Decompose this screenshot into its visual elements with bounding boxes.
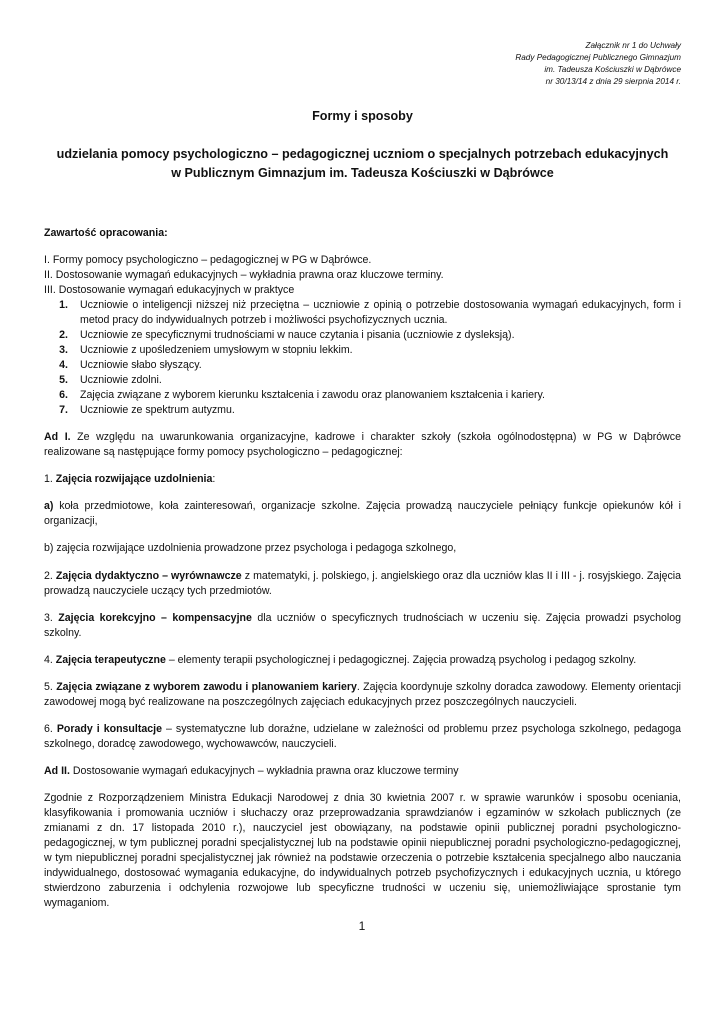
toc-subitem-number: 4. xyxy=(59,359,68,372)
toc-item: I. Formy pomocy psychologiczno – pedagogicznej w PG w Dąbrówce. xyxy=(44,253,372,266)
toc-heading: Zawartość opracowania: xyxy=(44,226,168,239)
form-4-text: – elementy terapii psychologicznej i pedagogicznej. Zajęcia prowadzą psycholog i pedagog szkolny. xyxy=(165,653,637,666)
toc-subitem xyxy=(44,328,681,343)
form-5-name: Zajęcia związane z wyborem zawodu i planowaniem kariery xyxy=(56,680,357,693)
form-5-number: 5. xyxy=(44,680,57,693)
form-5-text: . Zajęcia koordynuje szkolny doradca zawodowy. Elementy orientacji zawodowej mogą być realizowane na poszczególnych zajęciach edukacyjnych przez poszczególnych nauczycieli. xyxy=(44,680,681,708)
form-2-paragraph xyxy=(44,569,681,599)
toc-subitem-number: 6. xyxy=(59,389,68,402)
attachment-note-line: Rady Pedagogicznej Publicznego Gimnazjum xyxy=(515,52,681,62)
toc-subitem xyxy=(44,373,681,388)
form-6-text: – systematyczne lub doraźne, udzielane w zależności od problemu przez psychologa szkolnego, pedagoga szkolnego, doradcę zawodowego, wychowawców, nauczycieli. xyxy=(44,722,682,750)
table-of-contents xyxy=(44,253,681,418)
form-3-name: Zajęcia korekcyjno – kompensacyjne xyxy=(58,611,252,624)
form-1b-paragraph: b) zajęcia rozwijające uzdolnienia prowadzone przez psychologa i pedagoga szkolnego, xyxy=(44,542,457,555)
toc-subitem xyxy=(44,343,681,358)
form-4-name: Zajęcia terapeutyczne xyxy=(55,653,166,666)
form-2-name: Zajęcia dydaktyczno – wyrównawcze xyxy=(55,569,242,582)
toc-subitem-text: Zajęcia związane z wyborem kierunku kształcenia i zawodu oraz planowaniem kształcenia i kariery. xyxy=(80,389,545,402)
section-1-intro xyxy=(44,430,681,460)
document-title: Formy i sposoby xyxy=(312,108,413,123)
toc-subitem-text: Uczniowie ze specyficznymi trudnościami w nauce czytania i pisania (uczniowie z dysleksją). xyxy=(80,329,515,342)
toc-subitem-number: 3. xyxy=(59,344,68,357)
toc-subitem xyxy=(44,298,681,328)
section-1-intro-text: Ze względu na uwarunkowania organizacyjne, kadrowe i charakter szkoły (szkoła ogólnodostępna) w PG w Dąbrówce realizowane są następujące formy pomocy psychologiczno – pedagogicznej: xyxy=(44,431,681,459)
toc-subitem-number: 2. xyxy=(59,329,68,342)
toc-subitem-text: Uczniowie z upośledzeniem umysłowym w stopniu lekkim. xyxy=(80,344,353,357)
attachment-note xyxy=(44,40,681,88)
toc-subitem-text: Uczniowie słabo słyszący. xyxy=(80,359,202,372)
toc-item: III. Dostosowanie wymagań edukacyjnych w praktyce xyxy=(44,284,295,297)
form-2-number: 2. xyxy=(44,569,56,582)
toc-subitem-text: Uczniowie ze spektrum autyzmu. xyxy=(80,404,235,417)
attachment-note-line: Załącznik nr 1 do Uchwały xyxy=(585,41,681,50)
form-4-number: 4. xyxy=(44,653,56,666)
form-1-name: Zajęcia rozwijające uzdolnienia xyxy=(55,473,213,486)
subtitle-line: udzielania pomocy psychologiczno – pedagogicznej uczniom o specjalnych potrzebach edukacyjnych xyxy=(56,147,669,162)
form-4-paragraph xyxy=(44,653,681,668)
form-6-name: Porady i konsultacje xyxy=(56,722,162,735)
section-2-label: Ad II. xyxy=(44,764,70,777)
toc-subitem xyxy=(44,388,681,403)
attachment-note-line: nr 30/13/14 z dnia 29 sierpnia 2014 r. xyxy=(545,76,681,86)
attachment-note-line: im. Tadeusza Kościuszki w Dąbrówce xyxy=(544,64,681,74)
toc-subitem-number: 7. xyxy=(59,404,68,417)
form-1a-text: koła przedmiotowe, koła zainteresowań, organizacje szkolne. Zajęcia prowadzą nauczyciele pełniący funkcje opiekunów kół i organizacji, xyxy=(44,500,681,528)
toc-subitem xyxy=(44,358,681,373)
toc-sublist xyxy=(44,298,681,418)
toc-subitem-number: 5. xyxy=(59,374,68,387)
toc-subitem-number: 1. xyxy=(59,299,68,312)
document-page xyxy=(44,40,681,923)
toc-item: II. Dostosowanie wymagań edukacyjnych – wykładnia prawna oraz kluczowe terminy. xyxy=(44,269,444,281)
form-1-paragraph xyxy=(44,472,681,487)
form-3-number: 3. xyxy=(44,611,59,624)
document-subtitle xyxy=(44,145,681,182)
page-number: 1 xyxy=(358,919,366,933)
toc-subitem xyxy=(44,403,681,418)
section-1-label: Ad I. xyxy=(44,431,71,444)
form-2-text: z matematyki, j. polskiego, j. angielskiego oraz dla uczniów klas II i III - j. rosyjskiego. Zajęcia prowadzą nauczyciele uczący tych przedmiotów. xyxy=(44,569,681,597)
toc-subitem-text: Uczniowie zdolni. xyxy=(80,374,162,387)
section-2-heading xyxy=(44,764,681,779)
toc-subitem-text: Uczniowie o inteligencji niższej niż przeciętna – uczniowie z opinią o potrzebie dostosowania wymagań edukacyjnych, form i metod pracy do indywidualnych potrzeb i możliwości psychofizycznych ucznia. xyxy=(80,299,681,327)
form-6-paragraph xyxy=(44,722,681,752)
form-3-text: dla uczniów o specyficznych trudnościach w uczeniu się. Zajęcia prowadzi psycholog szkolny. xyxy=(44,611,682,639)
subtitle-line: w Publicznym Gimnazjum im. Tadeusza Kościuszki w Dąbrówce xyxy=(171,165,554,180)
form-3-paragraph xyxy=(44,611,681,641)
section-2-body: Zgodnie z Rozporządzeniem Ministra Edukacji Narodowej z dnia 30 kwietnia 2007 r. w sprawie warunków i sposobu oceniania, klasyfikowania i promowania uczniów i słuchaczy oraz przeprowadzania sprawdzianów i egzaminów w szkołach publicznych (ze zmianami z dn. 17 listopada 2010 r.), nauczyciel jest obowiązany, na podstawie opinii publicznej poradni psychologiczno-pedagogicznej, w tym publicznej poradni specjalistycznej lub na podstawie opinii niepublicznej poradni psychologiczno-pedagogicznej, w tym niepublicznej poradni specjalistycznej jak również na podstawie orzeczenia o potrzebie kształcenia specjalnego albo nauczania indywidualnego, dostosować wymagania edukacyjne, do indywidualnych potrzeb psychofizycznych i edukacyjnych ucznia, u którego stwierdzono zaburzenia i odchylenia rozwojowe lub specyficzne trudności w uczeniu się, uniemożliwiające sprostanie tym wymaganiom. xyxy=(44,791,681,910)
form-1a-label: a) xyxy=(44,500,54,513)
section-2-heading-text: Dostosowanie wymagań edukacyjnych – wykładnia prawna oraz kluczowe terminy xyxy=(69,764,459,777)
form-1-number: 1. xyxy=(44,473,56,486)
form-6-number: 6. xyxy=(44,722,57,735)
form-5-paragraph xyxy=(44,680,681,710)
form-1-suffix: : xyxy=(212,473,216,486)
form-1a-paragraph xyxy=(44,499,681,529)
